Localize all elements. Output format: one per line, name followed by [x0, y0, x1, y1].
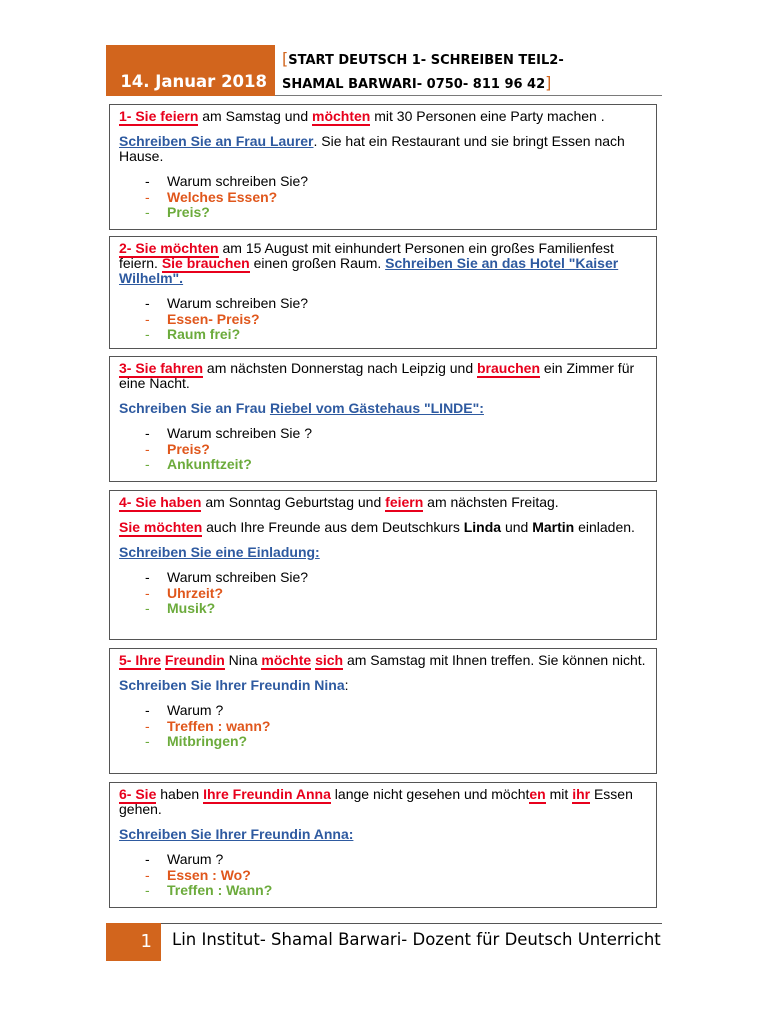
text-run: Martin	[532, 519, 575, 535]
text-run: am Sonntag Geburtstag und	[201, 494, 386, 510]
checklist-item	[145, 327, 647, 343]
text-run: lange nicht gesehen und möcht	[330, 786, 530, 802]
checklist-item-text: Treffen : Wann?	[167, 882, 273, 898]
text-run: Nina	[224, 652, 262, 668]
text-run: am Samstag mit Ihnen treffen. Sie können nicht.	[343, 652, 646, 668]
text-run: Schreiben Sie an Frau Laurer	[119, 133, 314, 149]
text-run: en	[529, 786, 546, 802]
checklist-item	[145, 570, 647, 586]
text-run: 4- Sie haben	[119, 494, 202, 510]
dash-bullet-icon: -	[145, 295, 150, 311]
text-run: 2- Sie möchten	[119, 240, 219, 256]
text-run: einladen.	[574, 519, 635, 535]
task-5-paragraph-1	[119, 653, 647, 668]
checklist-item-text: Essen : Wo?	[167, 866, 251, 883]
task-box-5	[109, 648, 657, 774]
text-run: brauchen	[477, 360, 541, 376]
bracket-open: [	[282, 49, 289, 68]
checklist-item	[145, 868, 647, 884]
text-run: einen großen Raum.	[249, 255, 386, 271]
task-5-paragraph-2	[119, 678, 647, 693]
checklist-item-text: Warum ?	[167, 851, 224, 867]
text-run: möchte	[261, 652, 312, 668]
bracket-close: ]	[545, 73, 552, 92]
text-run: Ihre Freundin Anna	[203, 786, 331, 802]
checklist-item-text: Warum schreiben Sie?	[167, 173, 309, 189]
header-title	[282, 48, 564, 96]
text-run: Schreiben Sie Ihrer Freundin Anna:	[119, 826, 354, 842]
text-run: ihr	[572, 786, 591, 802]
dash-bullet-icon: -	[145, 702, 150, 718]
checklist-item	[145, 312, 647, 328]
text-run: Essen gehen.	[119, 786, 633, 817]
checklist-item-text: Warum schreiben Sie ?	[167, 425, 312, 441]
checklist-item-text: Treffen : wann?	[167, 717, 271, 734]
task-1-checklist	[119, 174, 647, 221]
dash-bullet-icon: -	[145, 425, 150, 441]
checklist-item	[145, 719, 647, 735]
task-box-4	[109, 490, 657, 640]
task-box-6	[109, 782, 657, 908]
task-box-3	[109, 356, 657, 482]
checklist-item-text: Mitbringen?	[167, 733, 248, 749]
checklist-item-text: Musik?	[167, 600, 216, 616]
text-run: am 15 August mit einhundert Personen ein großes Familienfest feiern.	[119, 240, 614, 271]
checklist-item-text: Welches Essen?	[167, 188, 278, 205]
checklist-item-text: Uhrzeit?	[167, 584, 223, 601]
task-box-2	[109, 236, 657, 349]
dash-bullet-icon: -	[145, 569, 150, 585]
dash-bullet-icon: -	[145, 717, 150, 734]
footer-rule	[106, 923, 662, 924]
task-2-paragraph-1	[119, 241, 647, 286]
task-3-paragraph-1	[119, 361, 647, 391]
task-box-1	[109, 104, 657, 230]
task-5-checklist	[119, 703, 647, 750]
checklist-item	[145, 205, 647, 221]
text-run: 5- Ihre	[119, 652, 162, 668]
text-run: 6- Sie	[119, 786, 157, 802]
checklist-item	[145, 703, 647, 719]
text-run: Linda	[463, 519, 502, 535]
text-run: am nächsten Donnerstag nach Leipzig und	[203, 360, 477, 376]
dash-bullet-icon: -	[145, 310, 150, 327]
checklist-item-text: Warum schreiben Sie?	[167, 569, 309, 585]
header-title-line1: START DEUTSCH 1- SCHREIBEN TEIL2-	[288, 53, 564, 68]
text-run: feiern	[385, 494, 424, 510]
task-2-checklist	[119, 296, 647, 343]
dash-bullet-icon: -	[145, 600, 150, 616]
text-run: und	[501, 519, 533, 535]
dash-bullet-icon: -	[145, 866, 150, 883]
checklist-item	[145, 601, 647, 617]
dash-bullet-icon: -	[145, 584, 150, 601]
checklist-item-text: Raum frei?	[167, 326, 241, 342]
checklist-item	[145, 734, 647, 750]
task-6-paragraph-2	[119, 827, 647, 842]
text-run: 3- Sie fahren	[119, 360, 204, 376]
text-run: . Sie hat ein Restaurant und sie bringt Essen nach Hause.	[119, 133, 625, 164]
header-title-line2: SHAMAL BARWARI- 0750- 811 96 42	[282, 77, 546, 92]
text-run: sich	[315, 652, 344, 668]
checklist-item	[145, 457, 647, 473]
text-run: Schreiben Sie an Frau	[119, 400, 270, 416]
page-number-block	[106, 923, 161, 961]
checklist-item	[145, 190, 647, 206]
text-run: Schreiben Sie eine Einladung:	[119, 544, 320, 560]
dash-bullet-icon: -	[145, 733, 150, 749]
checklist-item-text: Warum schreiben Sie?	[167, 295, 309, 311]
text-run: am nächsten Freitag.	[423, 494, 559, 510]
checklist-item	[145, 442, 647, 458]
checklist-item-text: Essen- Preis?	[167, 310, 260, 327]
text-run: mit 30 Personen eine Party machen .	[370, 108, 605, 124]
dash-bullet-icon: -	[145, 456, 150, 472]
checklist-item	[145, 852, 647, 868]
dash-bullet-icon: -	[145, 326, 150, 342]
checklist-item-text: Preis?	[167, 440, 210, 457]
dash-bullet-icon: -	[145, 188, 150, 205]
checklist-item	[145, 296, 647, 312]
task-4-paragraph-2	[119, 520, 647, 535]
text-run: haben	[156, 786, 204, 802]
task-4-paragraph-3	[119, 545, 647, 560]
text-run: mit	[545, 786, 573, 802]
text-run: 1- Sie feiern	[119, 108, 199, 124]
text-run: auch Ihre Freunde aus dem Deutschkurs	[202, 519, 464, 535]
task-4-checklist	[119, 570, 647, 617]
text-run: Riebel vom Gästehaus "LINDE":	[269, 400, 484, 416]
dash-bullet-icon: -	[145, 204, 150, 220]
checklist-item	[145, 883, 647, 899]
header-date-block	[106, 45, 275, 96]
checklist-item-text: Preis?	[167, 204, 210, 220]
text-run: Sie möchten	[119, 519, 203, 535]
text-run: möchten	[312, 108, 371, 124]
header-rule	[275, 95, 662, 96]
task-3-checklist	[119, 426, 647, 473]
text-run: Schreiben Sie Ihrer Freundin Nina	[119, 677, 345, 693]
checklist-item	[145, 586, 647, 602]
task-1-paragraph-2	[119, 134, 647, 164]
text-run: am Samstag und	[198, 108, 312, 124]
checklist-item	[145, 174, 647, 190]
dash-bullet-icon: -	[145, 882, 150, 898]
dash-bullet-icon: -	[145, 851, 150, 867]
header-date: 14. Januar 2018	[120, 72, 267, 91]
footer-text: Lin Institut- Shamal Barwari- Dozent für Deutsch Unterricht	[172, 930, 661, 949]
page-number: 1	[140, 931, 152, 952]
checklist-item-text: Ankunftzeit?	[167, 456, 252, 472]
task-1-paragraph-1	[119, 109, 647, 124]
task-3-paragraph-2	[119, 401, 647, 416]
text-run: Freundin	[164, 652, 225, 668]
task-6-checklist	[119, 852, 647, 899]
text-run: ein Zimmer für eine Nacht.	[119, 360, 635, 391]
dash-bullet-icon: -	[145, 440, 150, 457]
text-run: Sie brauchen	[161, 255, 250, 271]
dash-bullet-icon: -	[145, 173, 150, 189]
text-run: :	[344, 677, 349, 693]
task-6-paragraph-1	[119, 787, 647, 817]
task-4-paragraph-1	[119, 495, 647, 510]
checklist-item	[145, 426, 647, 442]
text-run: Schreiben Sie an das Hotel "Kaiser Wilhelm".	[119, 255, 619, 286]
checklist-item-text: Warum ?	[167, 702, 224, 718]
